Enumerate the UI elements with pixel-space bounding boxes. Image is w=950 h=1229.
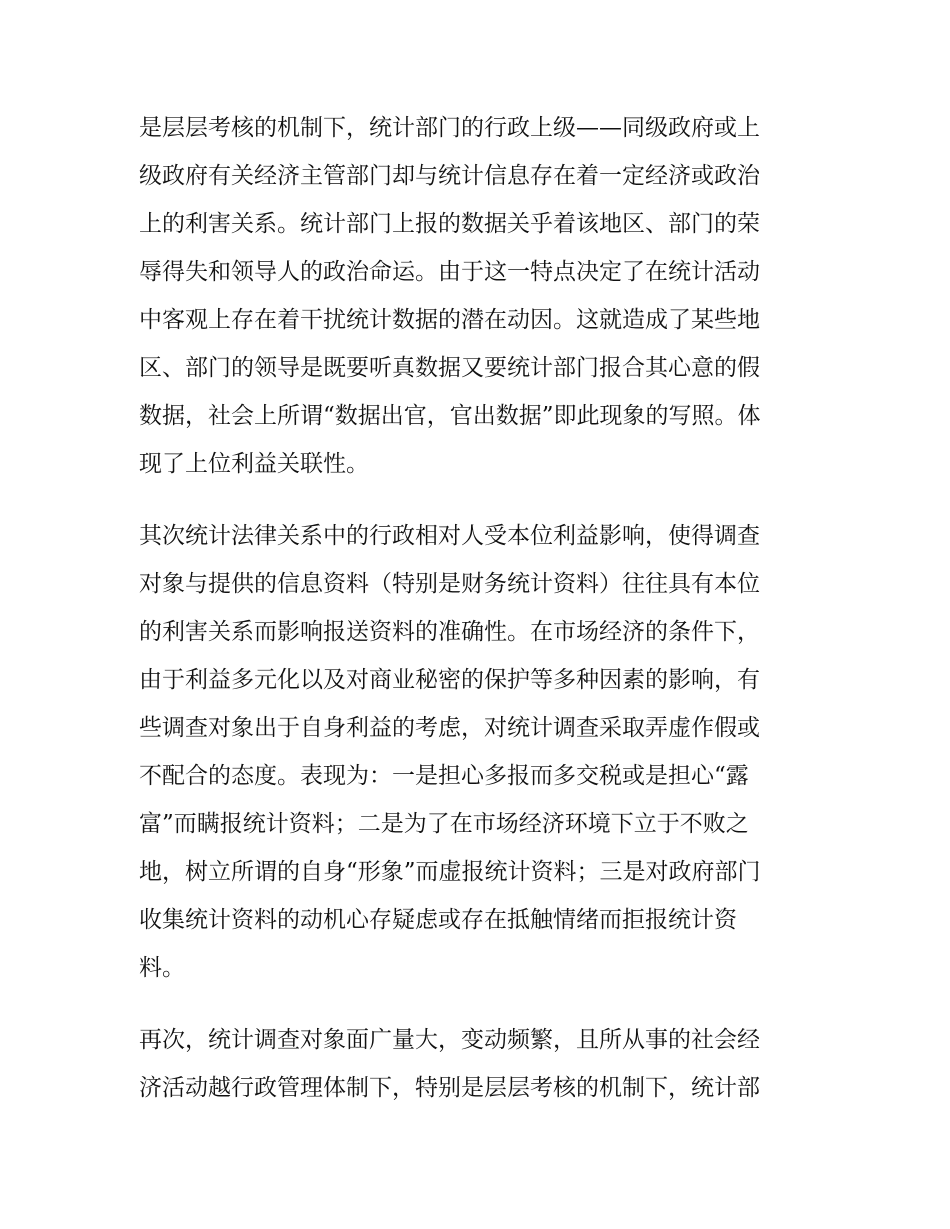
text-line: 是层层考核的机制下，统计部门的行政上级——同级政府或上 (139, 115, 760, 141)
text-line: 的利害关系而影响报送资料的准确性。在市场经济的条件下， (139, 619, 760, 645)
text-line: 些调查对象出于自身利益的考虑，对统计调查采取弄虚作假或 (139, 715, 760, 741)
text-line: 料。 (139, 955, 185, 981)
paragraph-2 (139, 512, 819, 992)
text-line: 地，树立所谓的自身“形象”而虚报统计资料；三是对政府部门 (139, 859, 761, 885)
text-line: 收集统计资料的动机心存疑虑或存在抵触情绪而拒报统计资 (139, 907, 737, 933)
text-line: 再次，统计调查对象面广量大，变动频繁，且所从事的社会经 (139, 1027, 760, 1053)
text-line: 不配合的态度。表现为：一是担心多报而多交税或是担心“露 (139, 763, 749, 789)
text-line: 济活动越行政管理体制下，特别是层层考核的机制下，统计部 (139, 1075, 760, 1101)
text-line: 辱得失和领导人的政治命运。由于这一特点决定了在统计活动 (139, 259, 760, 285)
text-line: 现了上位利益关联性。 (139, 451, 369, 477)
text-line: 中客观上存在着干扰统计数据的潜在动因。这就造成了某些地 (139, 307, 760, 333)
text-line: 对象与提供的信息资料（特别是财务统计资料）往往具有本位 (139, 571, 760, 597)
text-line: 级政府有关经济主管部门却与统计信息存在着一定经济或政治 (139, 163, 760, 189)
paragraph-3 (139, 1016, 819, 1112)
paragraph-1 (139, 104, 819, 488)
text-line: 区、部门的领导是既要听真数据又要统计部门报合其心意的假 (139, 355, 760, 381)
text-line: 数据，社会上所谓“数据出官，官出数据”即此现象的写照。体 (139, 403, 761, 429)
text-line: 其次统计法律关系中的行政相对人受本位利益影响，使得调查 (139, 523, 760, 549)
text-line: 富”而瞒报统计资料；二是为了在市场经济环境下立于不败之 (139, 811, 749, 837)
text-line: 由于利益多元化以及对商业秘密的保护等多种因素的影响，有 (139, 667, 760, 693)
text-line: 上的利害关系。统计部门上报的数据关乎着该地区、部门的荣 (139, 211, 760, 237)
